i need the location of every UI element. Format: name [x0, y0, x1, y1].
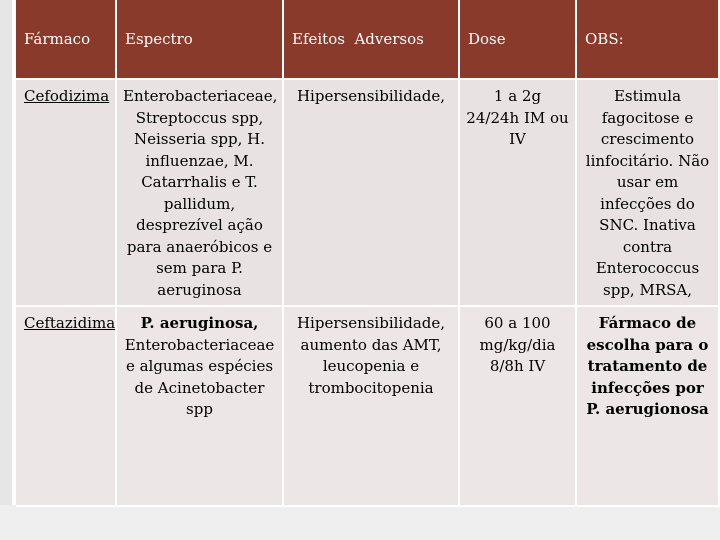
cell-espectro: Enterobacteriaceae, Streptoccus spp, Neisseria spp, H. influenzae, M. Catarrhalis e T. pallidum, desprezível ação para anaeróbicos e sem para P. aeruginosa — [117, 80, 284, 307]
cell-efeitos: Hipersensibilidade, — [284, 80, 460, 307]
cell-espectro-rest: Enterobacteriaceae e algumas espécies de Acinetobacter spp — [124, 335, 275, 418]
header-farmaco: Fármaco — [16, 0, 117, 80]
cell-farmaco: Ceftazidima — [16, 307, 117, 507]
cell-dose: 1 a 2g 24/24h IM ou IV — [460, 80, 577, 307]
cell-obs: Estimula fagocitose e crescimento linfocitário. Não usar em infecções do SNC. Inativa contra Enterococcus spp, MRSA, — [577, 80, 720, 307]
header-dose: Dose — [460, 0, 577, 80]
bottom-decoration-bar — [0, 505, 720, 540]
table-row — [16, 80, 720, 307]
drug-table — [16, 0, 720, 507]
table-row — [16, 307, 720, 507]
cell-dose: 60 a 100 mg/kg/dia 8/8h IV — [460, 307, 577, 507]
cell-farmaco: Cefodizima — [16, 80, 117, 307]
cell-obs: Fármaco de escolha para o tratamento de infecções por P. aerugionosa — [577, 307, 720, 507]
cell-espectro — [117, 307, 284, 507]
header-espectro: Espectro — [117, 0, 284, 80]
left-decoration-bar — [0, 0, 12, 540]
header-efeitos: Efeitos Adversos — [284, 0, 460, 80]
table-header-row — [16, 0, 720, 80]
cell-espectro-bold: P. aeruginosa, — [140, 314, 259, 332]
header-obs: OBS: — [577, 0, 720, 80]
cell-efeitos: Hipersensibilidade, aumento das AMT, leucopenia e trombocitopenia — [284, 307, 460, 507]
